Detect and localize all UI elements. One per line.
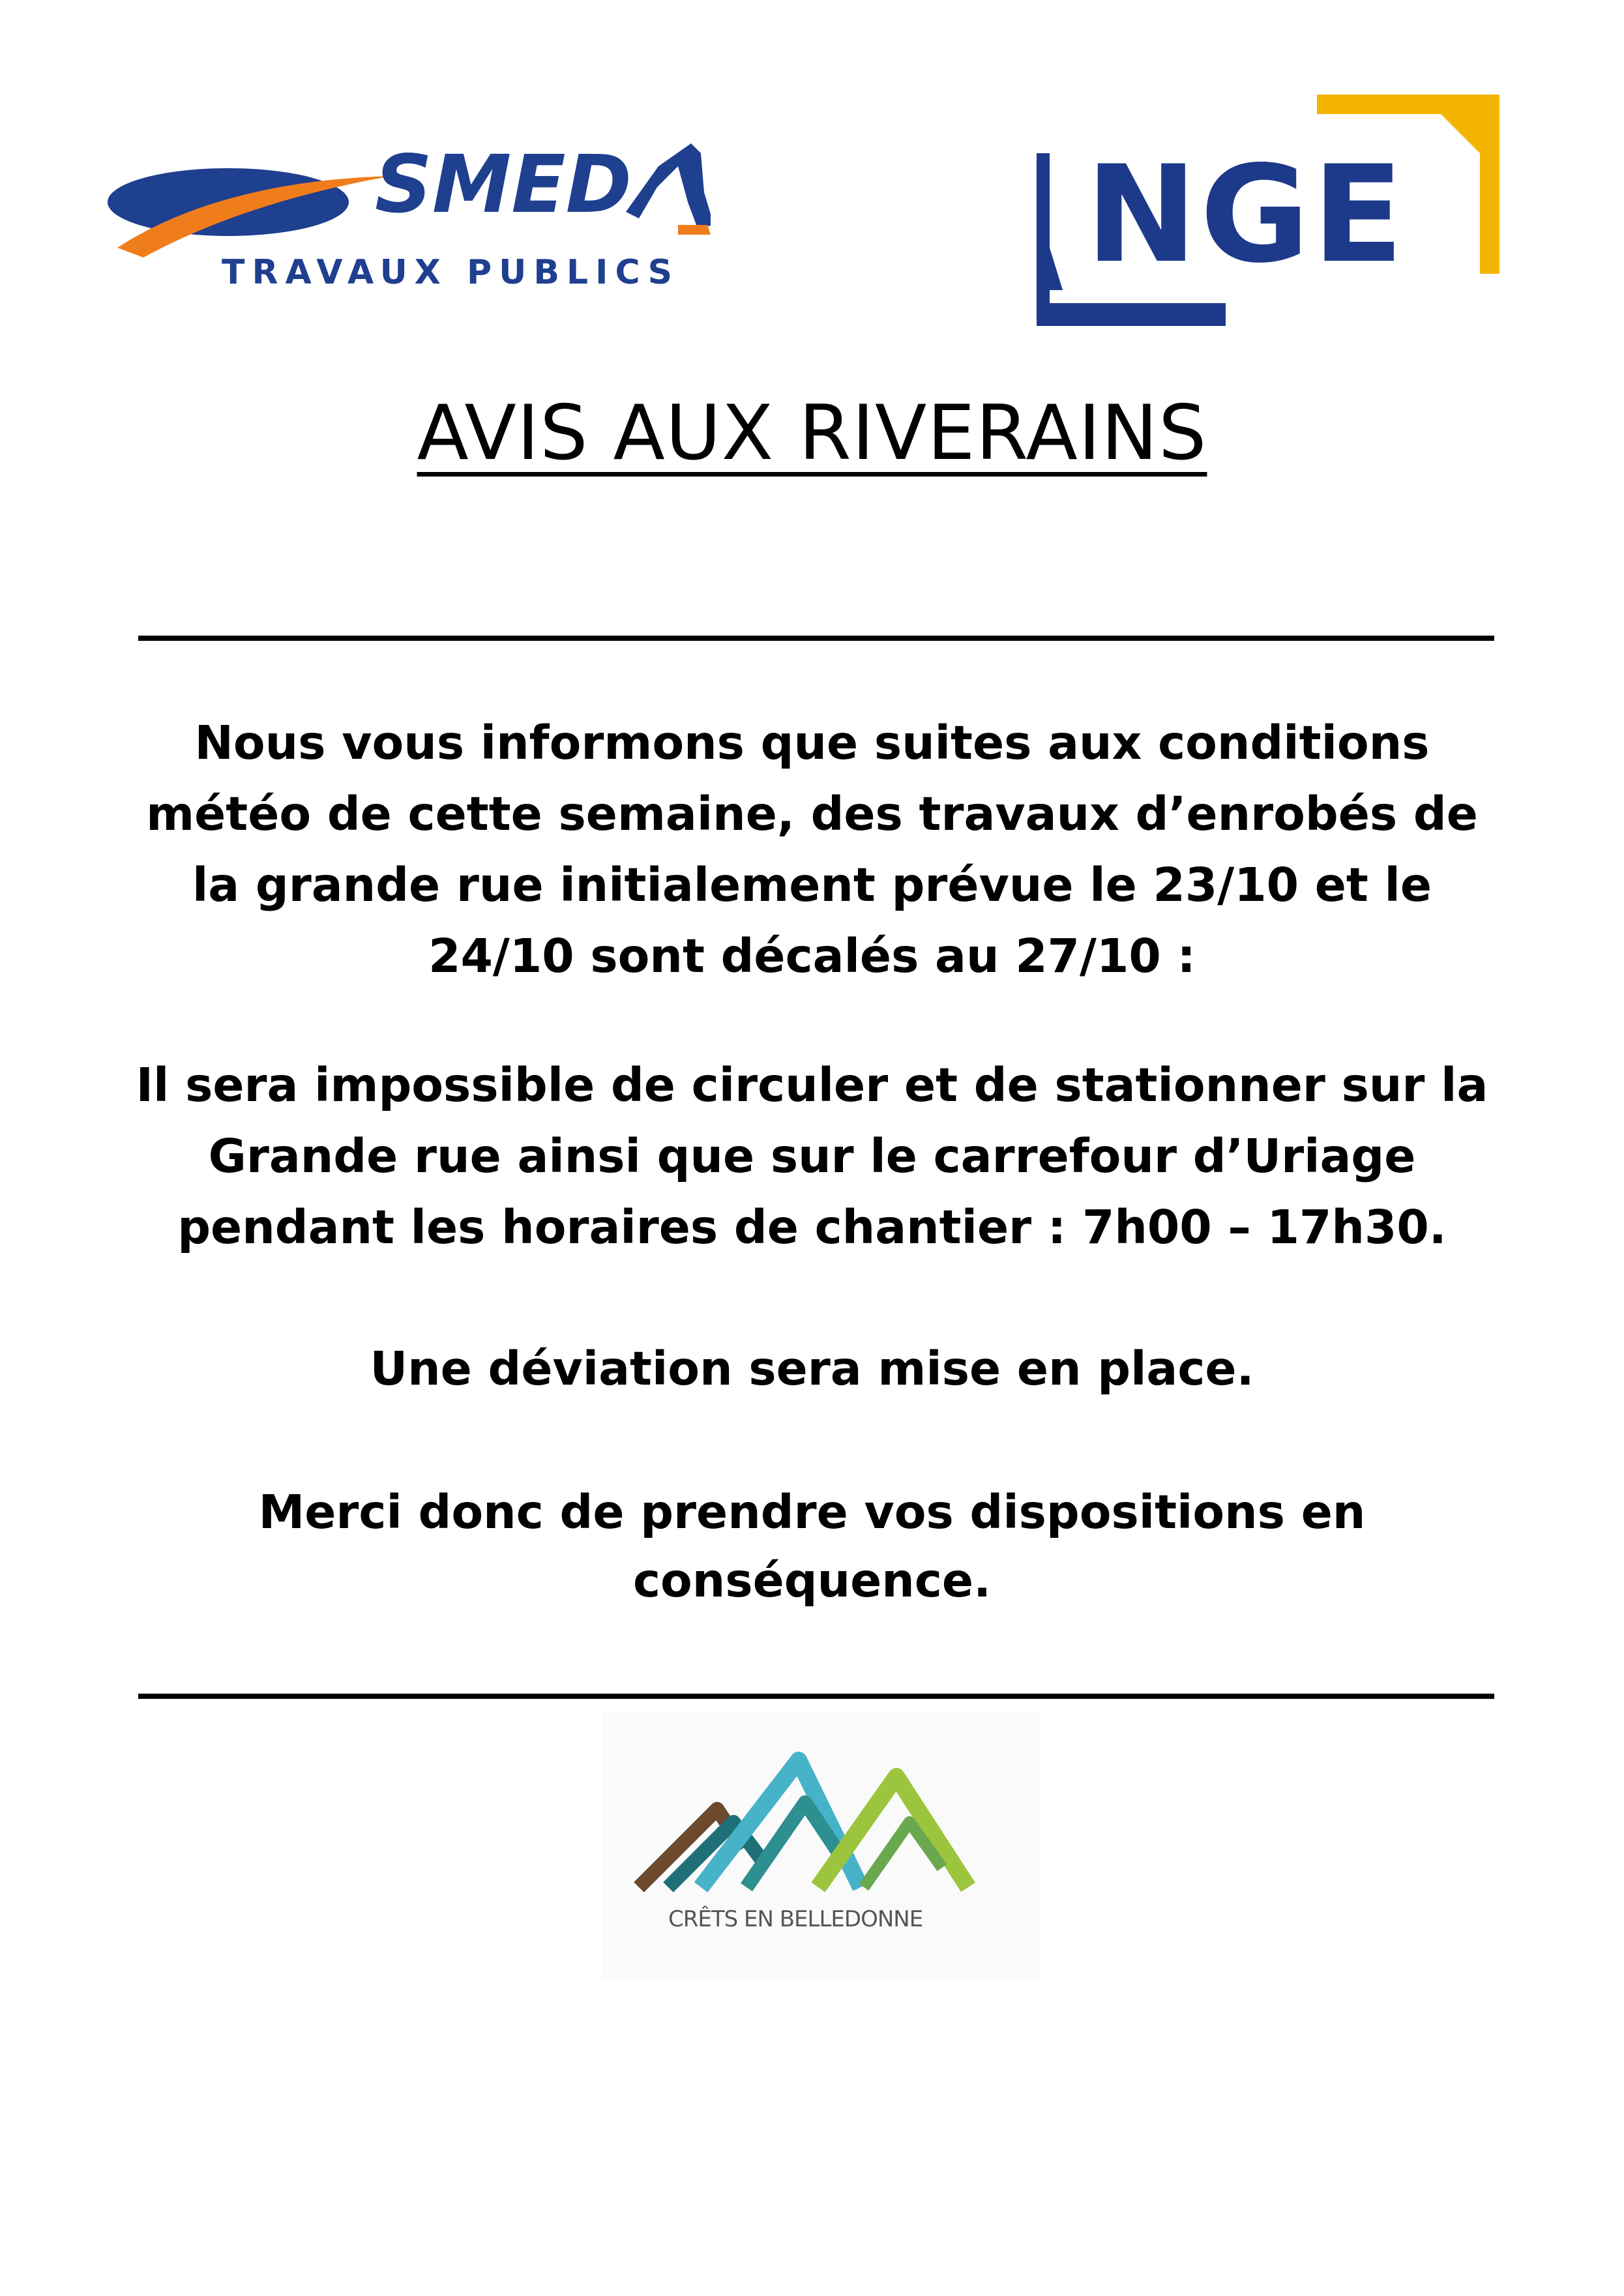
paragraph-schedule-change: Nous vous informons que suites aux conditions météo de cette semaine, des travaux d’enrobés de la grande rue initialement prévue le 23/10 et le 24/10 sont décalés au 27/10 :	[146, 716, 1478, 983]
paragraph-thanks-line2: conséquence.	[632, 1553, 992, 1608]
page-title	[0, 388, 1624, 478]
top-divider	[138, 636, 1494, 641]
paragraph-detour: Une déviation sera mise en place.	[370, 1342, 1254, 1396]
nge-logo	[1030, 95, 1506, 329]
nge-brand-text: NGE	[1085, 138, 1406, 293]
crets-caption: CRÊTS EN BELLEDONNE	[668, 1906, 923, 1932]
paragraph-traffic-restriction: Il sera impossible de circuler et de stationner sur la Grande rue ainsi que sur le carrefour d’Uriage pendant les horaires de chantier : 7h00 – 17h30.	[136, 1058, 1488, 1254]
smed-subtitle: TRAVAUX PUBLICS	[222, 253, 680, 292]
smed-logo	[104, 127, 711, 303]
smed-brand-text: SMED	[375, 138, 632, 231]
crets-en-belledonne-logo	[603, 1711, 1040, 1979]
bottom-divider	[138, 1694, 1494, 1699]
page-title-text: AVIS AUX RIVERAINS	[417, 389, 1207, 477]
paragraph-thanks-line1: Merci donc de prendre vos dispositions en	[258, 1485, 1366, 1539]
excavator-icon	[626, 143, 711, 228]
